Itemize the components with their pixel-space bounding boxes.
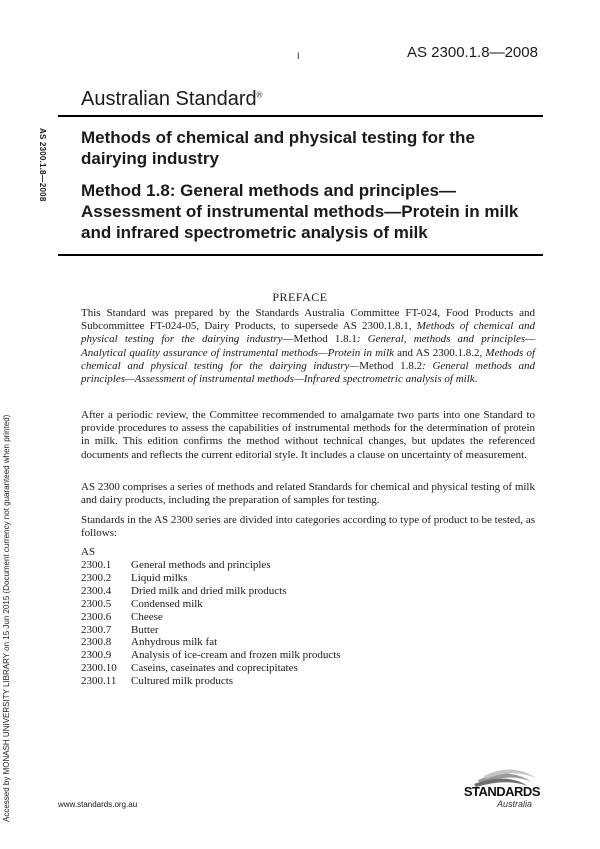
preface-paragraph-4: Standards in the AS 2300 series are divided into categories according to type of product to be tested, as follows: xyxy=(81,514,535,540)
access-notice: Accessed by MONASH UNIVERSITY LIBRARY on 15 Jun 2015 (Document currency not guaranteed when printed) xyxy=(2,414,11,822)
category-number: 2300.2 xyxy=(81,571,112,584)
top-rule xyxy=(58,115,543,117)
category-list xyxy=(81,559,341,688)
text-run: . xyxy=(474,373,478,386)
category-label: Butter xyxy=(131,623,159,636)
list-item xyxy=(81,572,341,585)
document-title: Methods of chemical and physical testing for the dairying industry xyxy=(81,128,475,168)
category-number: 2300.10 xyxy=(81,662,117,675)
preface-paragraph-3: AS 2300 comprises a series of methods and related Standards for chemical and physical testing of milk and dairy products, including the preparation of samples for testing. xyxy=(81,481,535,507)
list-item xyxy=(81,585,341,598)
text-run: Method 1.8.2 xyxy=(359,359,423,372)
list-item xyxy=(81,559,341,572)
text-run-italic: Methods of chemical and physical testing for the dairying industry— xyxy=(81,346,535,372)
category-label: Anhydrous milk fat xyxy=(131,636,218,649)
bottom-rule xyxy=(58,254,543,256)
preface-paragraph-1 xyxy=(81,307,535,386)
list-item xyxy=(81,675,341,688)
logo-subtitle: Australia xyxy=(496,799,532,809)
standard-code: AS 2300.1.8—2008 xyxy=(407,44,538,61)
list-item xyxy=(81,636,341,649)
category-label: Analysis of ice-cream and frozen milk products xyxy=(131,649,341,662)
category-number: 2300.11 xyxy=(81,675,117,688)
category-number: 2300.7 xyxy=(81,623,112,636)
brand-title xyxy=(81,88,263,111)
text-run: and AS 2300.1.8.2, xyxy=(394,346,486,359)
category-label: Condensed milk xyxy=(131,597,203,610)
preface-paragraph-2: After a periodic review, the Committee recommended to amalgamate two parts into one Standard to provide procedures to assess the capabilities of instrumental methods for the determination of protein in milk. This edition confirms the method without technical changes, but updates the referenced documents and reflects the current editorial style. It includes a clause on uncertainty of measurement. xyxy=(81,409,535,461)
series-label: AS xyxy=(81,546,96,558)
category-label: Cheese xyxy=(131,610,163,623)
list-item xyxy=(81,649,341,662)
category-number: 2300.9 xyxy=(81,649,112,662)
category-label: Caseins, caseinates and coprecipitates xyxy=(131,662,298,675)
category-number: 2300.1 xyxy=(81,559,112,571)
brand-name: Australian Standard xyxy=(81,88,257,110)
page-number: I xyxy=(297,51,300,61)
list-item xyxy=(81,598,341,611)
method-title: Method 1.8: General methods and principles—Assessment of instrumental methods—Protein in milk and infrared spectrometric analysis of milk xyxy=(81,181,519,242)
category-label: General methods and principles xyxy=(131,559,271,571)
category-number: 2300.4 xyxy=(81,584,112,597)
text-run-italic: : General methods and principles—Assessment of instrumental methods—Infrared spectrometric analysis of milk xyxy=(81,359,535,386)
registered-mark: ® xyxy=(256,90,263,100)
category-label: Liquid milks xyxy=(131,571,188,584)
logo-wordmark: STANDARDS xyxy=(463,784,540,799)
text-run-italic: Methods of chemical and physical testing for the dairying industry xyxy=(81,320,535,346)
category-number: 2300.8 xyxy=(81,636,112,649)
list-item xyxy=(81,662,341,675)
text-run-italic: : General, methods and principles—Analytical quality assurance of instrumental methods—Protein in milk xyxy=(81,333,535,359)
category-label: Cultured milk products xyxy=(131,675,234,688)
website-link[interactable]: www.standards.org.au xyxy=(58,800,138,809)
side-standard-code: AS 2300.1.8—2008 xyxy=(38,128,47,202)
category-label: Dried milk and dried milk products xyxy=(131,584,287,597)
list-item xyxy=(81,624,341,637)
category-number: 2300.5 xyxy=(81,597,112,610)
text-run: This Standard was prepared by the Standards Australia Committee FT-024, Food Products and Subcommittee FT-024-05, Dairy Products, to supersede AS 2300.1.8.1, xyxy=(81,307,535,333)
list-item xyxy=(81,611,341,624)
preface-heading: PREFACE xyxy=(272,290,328,304)
text-run: —Method 1.8.1 xyxy=(282,333,357,346)
category-number: 2300.6 xyxy=(81,610,112,623)
